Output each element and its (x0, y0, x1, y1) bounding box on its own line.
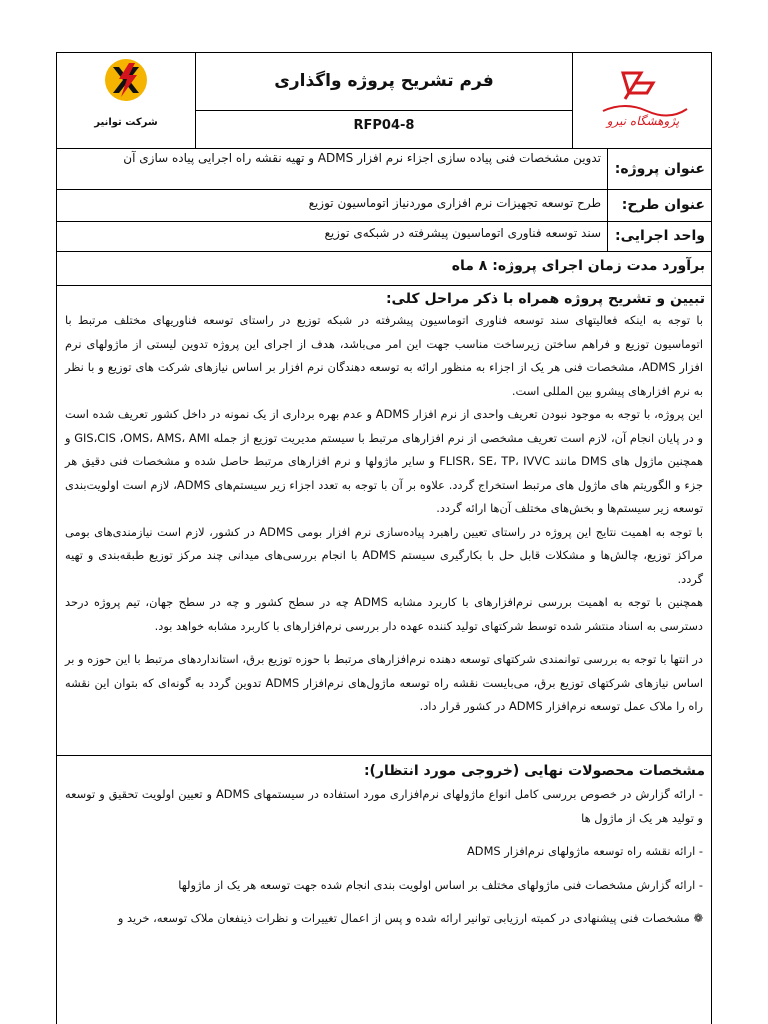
field-project-title (57, 149, 711, 190)
duration-row (57, 251, 711, 286)
deliverables-section (57, 755, 711, 1024)
niroo-research-logo (595, 67, 691, 129)
description-paragraph: این پروژه، با توجه به موجود نبودن تعریف واحدی از نرم افزار ADMS و عدم بهره برداری از یک نمونه در داخل کشور تعریف شده است و در پایان انجام آن، لازم است تعریف مشخصی از نرم افزارهای مرتبط با سیستم مدیریت توزیع از جمله GIS،CIS ،OMS، AMS، AMI و همچنین ماژول های DMS مانند FLISR، SE، TP، IVVC و سایر ماژولها و نرم افزارهای مرتبط حاصل شده و مشخصات فنی دقیق هر جزء و الگوریتم های ماژول های مرتبط استخراج گردد. علاوه بر آن با توجه به تعدد اجزاء زیر سیستم‌های ADMS، لازم است اولویت‌بندی توسعه زیر سیستم‌ها و بخش‌های مختلف آن‌ها ارائه گردد. (65, 407, 704, 515)
field-value: طرح توسعه تجهیزات نرم افزاری موردنیاز اتوماسیون توزیع (308, 196, 601, 210)
form-title: فرم تشریح پروژه واگذاری (274, 71, 494, 91)
header-title-cell (195, 53, 573, 148)
field-label: عنوان طرح: (607, 189, 711, 221)
header-divider (195, 110, 573, 111)
form-body (56, 149, 712, 1024)
description-paragraph: همچنین با توجه به اهمیت بررسی نرم‌افزارهای با کاربرد مشابه ADMS چه در سطح کشور و چه در سطح جهان، تیم پروژه درحد دسترسی به اسناد منتشر شده توسط شرکتهای تولید کننده عهده دار بررسی نرم‌افزارهای با کاربرد مشابه خواهد بود. (65, 595, 703, 633)
deliverable-item: - ارائه گزارش در خصوص بررسی کامل انواع ماژولهای نرم‌افزاری مورد استفاده در سیستمهای ADMS و تعیین اولویت تحقیق و توسعه و تولید هر یک از ماژول ها (65, 787, 703, 825)
tavanir-logo (57, 55, 195, 119)
description-paragraph: با توجه به اینکه فعالیتهای سند توسعه فناوری اتوماسیون پیشرفته در شبکه توزیع در راستای توسعه فناوریهای مختلف مرتبط با اتوماسیون توزیع و فراهم ساختن زیرساخت مناسب جهت این امر می‌باشد، هدف از اجرای این پروژه تدوین لیستی از ماژولهای نرم افزار ADMS، مشخصات فنی هر یک از اجزاء به منظور ارائه به توسعه دهندگان نرم افزار بر اساس نیازهای شرکت های توزیع و با نظر به نرم افزارهای پیشرو بین المللی است. (65, 313, 703, 398)
duration-text: برآورد مدت زمان اجرای پروژه: ۸ ماه (451, 258, 705, 274)
form-code: RFP04-8 (353, 118, 415, 133)
deliverables-heading: مشخصات محصولات نهایی (خروجی مورد انتظار): (363, 763, 705, 779)
deliverable-item: - ارائه نقشه راه توسعه ماژولهای نرم‌افزار ADMS (467, 844, 703, 858)
field-value: تدوین مشخصات فنی پیاده سازی اجزاء نرم افزار ADMS و تهیه نقشه راه اجرایی پیاده سازی آن (123, 151, 601, 165)
field-value: سند توسعه فناوری اتوماسیون پیشرفته در شبکه‌ی توزیع (324, 226, 601, 240)
description-heading: تبیین و تشریح پروژه همراه با ذکر مراحل کلی: (385, 291, 705, 307)
niroo-logo-cell (572, 53, 711, 148)
field-executive-unit (57, 221, 711, 252)
deliverable-item: - ارائه گزارش مشخصات فنی ماژولهای مختلف بر اساس اولویت بندی انجام شده جهت توسعه هر یک از ماژولها (178, 877, 703, 892)
niroo-logo-text: پژوهشگاه نیرو (606, 114, 680, 128)
header-table (56, 52, 712, 149)
description-section (57, 285, 711, 756)
tavanir-company-name: شرکت توانیر (94, 117, 158, 128)
tavanir-logo-cell (57, 53, 196, 148)
description-paragraph: با توجه به اهمیت نتایج این پروژه در راستای تعیین راهبرد پیاده‌سازی نرم افزار بومی ADMS در کشور، لازم است نیازمندی‌های بومی مراکز توزیع، چالش‌ها و مشکلات قابل حل با بکارگیری سیستم ADMS با انجام بررسی‌های میدانی چند مرکز توزیع طبقه‌بندی و تهیه گردد. (65, 524, 703, 586)
field-plan-title (57, 189, 711, 222)
field-label: عنوان پروژه: (607, 149, 711, 189)
field-label: واحد اجرایی: (607, 221, 711, 251)
description-paragraph: در انتها با توجه به بررسی توانمندی شرکتهای توسعه دهنده نرم‌افزارهای مرتبط با حوزه توزیع برق، استانداردهای مرتبط با این حوزه و بر اساس نیازهای شرکتهای توزیع برق، می‌بایست نقشه راه توسعه ماژول‌های نرم‌افزار ADMS تدوین گردد به گونه‌ای که بتوان این نقشه راه را ملاک عمل توسعه نرم‌افزار ADMS در کشور قرار داد. (65, 652, 703, 713)
deliverable-item: ❁ مشخصات فنی پیشنهادی در کمیته ارزیابی توانیر ارائه شده و پس از اعمال تغییرات و نظرات ذینفعان ملاک توسعه، خرید و (117, 911, 703, 925)
